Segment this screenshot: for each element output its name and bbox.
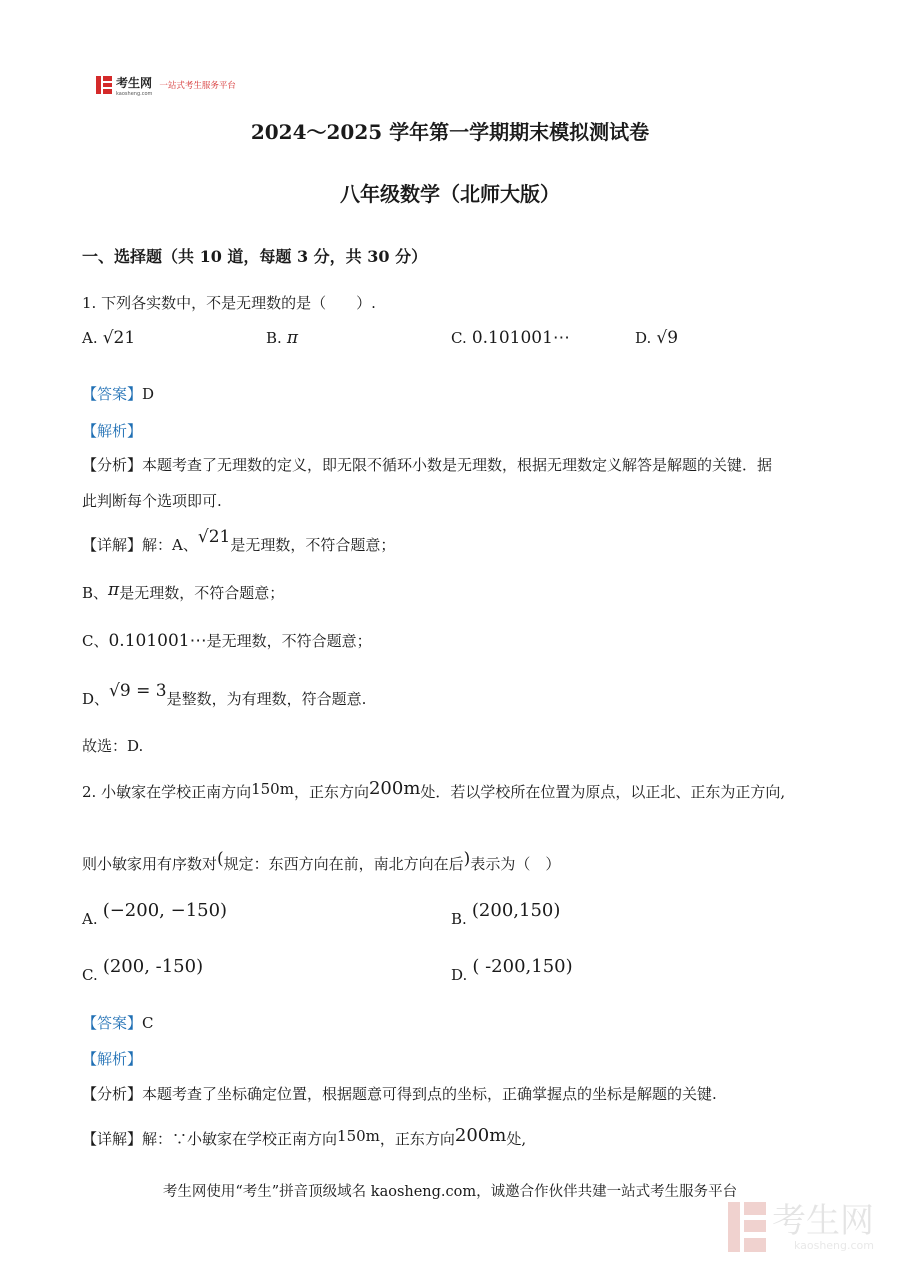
logo-domain: kaosheng.com	[116, 91, 153, 97]
header-logo	[96, 72, 236, 97]
q2-answer	[82, 1012, 154, 1033]
kaosheng-watermark-icon	[728, 1202, 766, 1252]
stem-text: 处．若以学校所在位置为原点，以正北、正东为正方向,	[420, 783, 786, 801]
q2-detail	[82, 1125, 527, 1149]
q2-fenxi	[82, 1083, 717, 1104]
q1-fenxi-line2: 此判断每个选项即可.	[82, 492, 222, 510]
q1-detail-d	[82, 681, 367, 709]
kaosheng-logo-icon	[96, 76, 112, 94]
q1-analysis-tag: 【解析】	[82, 422, 143, 440]
option-value: π	[286, 328, 299, 348]
option-value: (200, -150)	[102, 956, 204, 977]
option-value: 0.101001⋯	[471, 328, 570, 348]
detail-math: 0.101001⋯	[108, 631, 207, 651]
q1-conclusion: 故选：D.	[82, 737, 144, 755]
watermark	[728, 1202, 874, 1252]
logo-text	[116, 72, 152, 97]
detail-text: 解：∵小敏家在学校正南方向	[142, 1130, 338, 1148]
logo-slogan: 一站式考生服务平台	[159, 80, 236, 91]
watermark-domain: kaosheng.com	[793, 1238, 874, 1252]
detail-tag: 【详解】	[82, 536, 143, 554]
detail-text: 是无理数，不符合题意；	[119, 584, 285, 602]
q1-option-d	[635, 328, 678, 348]
logo-name: 考生网	[116, 76, 153, 90]
option-letter: B.	[451, 910, 467, 928]
answer-tag: 【答案】	[82, 385, 143, 403]
detail-math: π	[108, 580, 120, 600]
q1-option-b	[266, 328, 298, 348]
q1-stem: 1. 下列各实数中，不是无理数的是（ ）.	[82, 294, 376, 312]
q1-detail-b	[82, 582, 284, 603]
detail-prefix: 解：A、	[142, 536, 198, 554]
watermark-name: 考生网	[772, 1200, 874, 1241]
q2-option-b	[451, 900, 561, 928]
option-value: ( -200,150)	[472, 956, 573, 977]
option-value: (−200, −150)	[102, 900, 228, 921]
detail-text: 处,	[506, 1130, 527, 1148]
detail-text: 是整数，为有理数，符合题意.	[166, 690, 367, 708]
stem-math: 150m	[251, 780, 294, 798]
detail-text: 是无理数，不符合题意；	[230, 536, 396, 554]
page-footer: 考生网使用“考生”拼音顶级域名 kaosheng.com，诚邀合作伙伴共建一站式考生服务平台	[162, 1184, 738, 1200]
q2-option-c	[82, 956, 204, 984]
section-heading: 一、选择题（共 10 道，每题 3 分，共 30 分）	[82, 247, 428, 266]
stem-text: 2. 小敏家在学校正南方向	[82, 783, 252, 801]
stem-text: ，正东方向	[293, 783, 369, 801]
stem-math: 200m	[368, 778, 421, 799]
option-letter: C.	[82, 966, 98, 984]
q1-detail-a	[82, 527, 396, 555]
option-letter: D.	[635, 329, 652, 347]
q2-option-d	[451, 956, 573, 984]
detail-text: ，正东方向	[379, 1130, 455, 1148]
answer-value: D	[142, 385, 155, 403]
option-value: √21	[102, 328, 136, 348]
q1-detail-c	[82, 630, 372, 651]
q1-option-a	[82, 328, 135, 348]
fenxi-tag: 【分析】	[82, 456, 143, 474]
stem-paren: )	[463, 849, 471, 869]
option-letter: A.	[82, 910, 98, 928]
option-letter: C.	[451, 329, 467, 347]
detail-prefix: C、	[82, 632, 109, 650]
stem-text: 表示为（ ）	[470, 855, 561, 873]
fenxi-text: 本题考查了坐标确定位置，根据题意可得到点的坐标，正确掌握点的坐标是解题的关键.	[142, 1085, 717, 1103]
page-title: 2024～2025 学年第一学期期末模拟测试卷	[250, 120, 650, 144]
detail-text: 是无理数，不符合题意；	[206, 632, 372, 650]
detail-tag: 【详解】	[82, 1130, 143, 1148]
stem-paren: (	[217, 849, 224, 869]
q2-analysis-tag: 【解析】	[82, 1050, 143, 1068]
fenxi-tag: 【分析】	[82, 1085, 143, 1103]
stem-text: 规定：东西方向在前，南北方向在后	[223, 855, 464, 873]
watermark-text	[772, 1200, 874, 1252]
detail-math: √9 = 3	[109, 681, 167, 701]
option-letter: D.	[451, 966, 468, 984]
answer-value: C	[142, 1014, 154, 1032]
detail-math: 200m	[454, 1125, 507, 1146]
option-value: (200,150)	[471, 900, 561, 921]
detail-math: 150m	[337, 1127, 380, 1145]
q2-stem-line1	[82, 778, 786, 802]
stem-text: 则小敏家用有序数对	[82, 855, 218, 873]
detail-math: √21	[197, 527, 231, 547]
q1-fenxi-line1	[82, 454, 772, 475]
detail-prefix: D、	[82, 690, 110, 708]
option-letter: B.	[266, 329, 282, 347]
fenxi-text: 本题考查了无理数的定义，即无限不循环小数是无理数，根据无理数定义解答是解题的关键．据	[142, 456, 773, 474]
detail-prefix: B、	[82, 584, 109, 602]
option-value: √9	[656, 328, 679, 348]
page-subtitle: 八年级数学（北师大版）	[340, 182, 560, 206]
q1-option-c	[451, 328, 570, 348]
answer-tag: 【答案】	[82, 1014, 143, 1032]
option-letter: A.	[82, 329, 98, 347]
q2-stem-line2	[82, 849, 561, 874]
q1-answer	[82, 383, 154, 404]
q2-option-a	[82, 900, 228, 928]
